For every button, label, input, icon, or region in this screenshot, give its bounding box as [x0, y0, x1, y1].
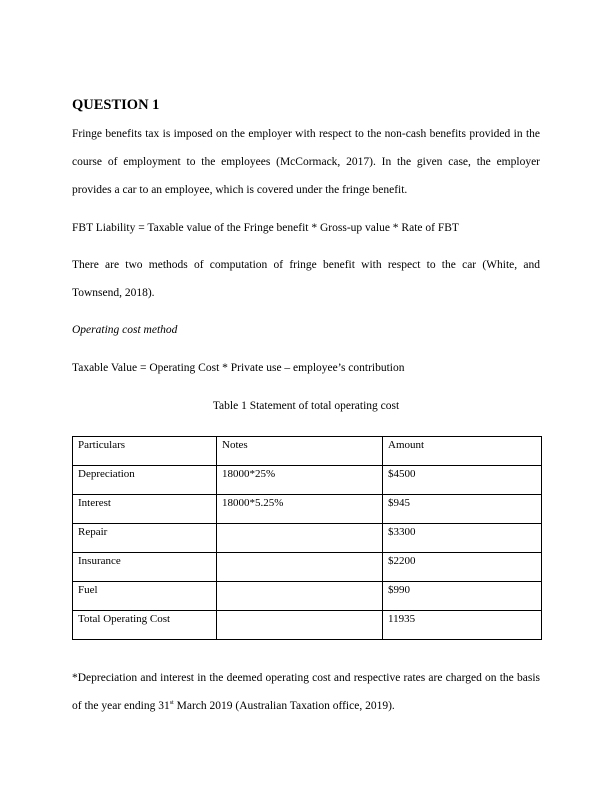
cell-notes — [217, 611, 383, 640]
footnote-text: *Depreciation and interest in the deemed operating cost and respective rates are charged on the basis of the year ending 31 — [72, 672, 540, 712]
table-total-row — [73, 611, 542, 640]
header-notes: Notes — [217, 437, 383, 466]
operating-cost-table — [72, 436, 542, 640]
cell-amount: 11935 — [383, 611, 542, 640]
table-row — [73, 495, 542, 524]
cell-notes — [217, 524, 383, 553]
footnote-superscript: st — [169, 700, 174, 707]
table-caption: Table 1 Statement of total operating cost — [212, 400, 400, 412]
table-header-row — [73, 437, 542, 466]
fbt-liability-formula: FBT Liability = Taxable value of the Fringe benefit * Gross-up value * Rate of FBT — [72, 222, 459, 234]
cell-particulars: Depreciation — [73, 466, 217, 495]
cell-amount: $2200 — [383, 553, 542, 582]
cell-notes: 18000*25% — [217, 466, 383, 495]
cell-amount: $945 — [383, 495, 542, 524]
cell-amount: $4500 — [383, 466, 542, 495]
cell-amount: $990 — [383, 582, 542, 611]
cell-particulars: Fuel — [73, 582, 217, 611]
cell-amount: $3300 — [383, 524, 542, 553]
cell-notes: 18000*5.25% — [217, 495, 383, 524]
footnote-paragraph — [72, 664, 540, 720]
cell-particulars: Insurance — [73, 553, 217, 582]
footnote-text-end: March 2019 (Australian Taxation office, 2019). — [173, 700, 395, 712]
cell-particulars: Total Operating Cost — [73, 611, 217, 640]
table-row — [73, 553, 542, 582]
header-particulars: Particulars — [73, 437, 217, 466]
table-row — [73, 466, 542, 495]
method-subheading: Operating cost method — [72, 324, 178, 336]
section-heading: QUESTION 1 — [72, 97, 160, 113]
cell-particulars: Interest — [73, 495, 217, 524]
header-amount: Amount — [383, 437, 542, 466]
taxable-value-formula: Taxable Value = Operating Cost * Private use – employee’s contribution — [72, 362, 405, 374]
table-row — [73, 524, 542, 553]
methods-paragraph: There are two methods of computation of fringe benefit with respect to the car (White, and Townsend, 2018). — [72, 259, 540, 299]
cell-notes — [217, 553, 383, 582]
intro-paragraph: Fringe benefits tax is imposed on the employer with respect to the non-cash benefits provided in the course of employment to the employees (McCormack, 2017). In the given case, the employer provides a car to an employee, which is covered under the fringe benefit. — [72, 128, 540, 196]
cell-particulars: Repair — [73, 524, 217, 553]
cell-notes — [217, 582, 383, 611]
table-row — [73, 582, 542, 611]
